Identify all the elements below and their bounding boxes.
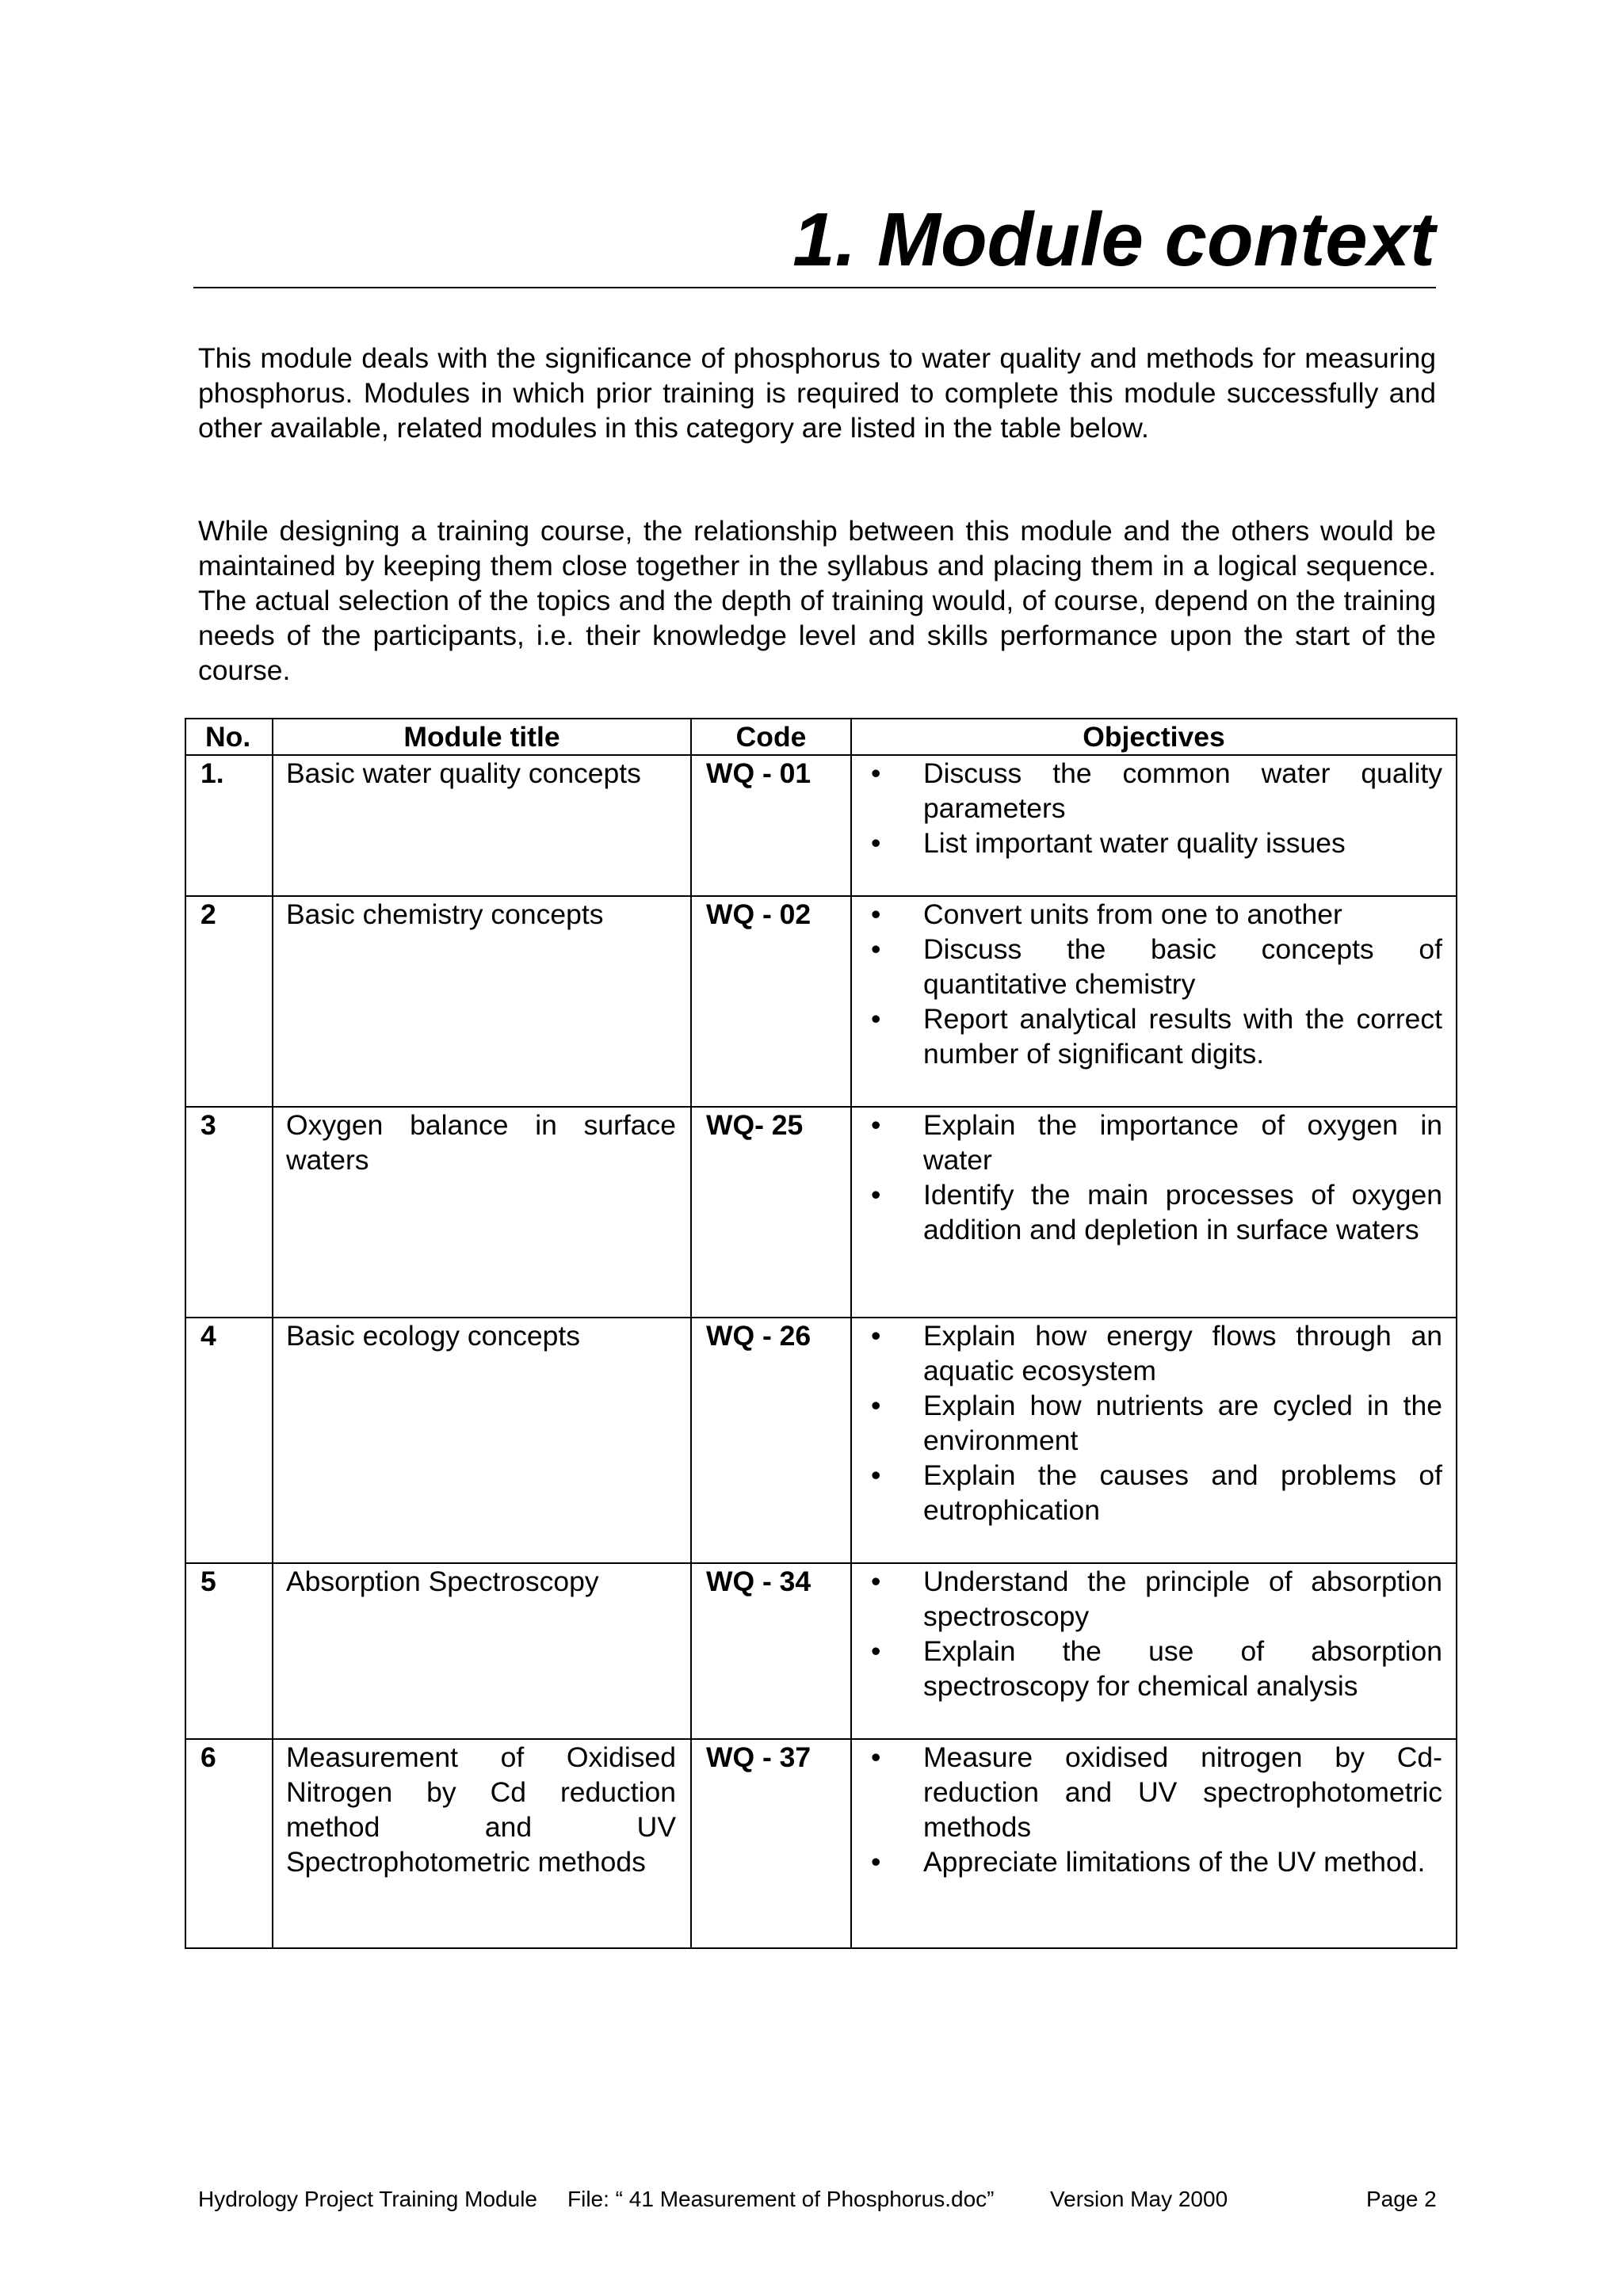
objective-item: • Explain how nutrients are cycled in the environment bbox=[871, 1390, 1442, 1456]
objective-item: • Appreciate limitations of the UV method. bbox=[871, 1846, 1426, 1878]
page-footer bbox=[0, 2183, 1623, 2215]
cell-no: 1. bbox=[185, 755, 273, 896]
footer-version: Version May 2000 bbox=[1050, 2187, 1228, 2211]
header-code: Code bbox=[691, 719, 851, 755]
table-row bbox=[185, 1318, 1457, 1563]
cell-objectives bbox=[851, 1563, 1457, 1739]
objective-item: • Discuss the common water quality parameters bbox=[871, 757, 1442, 824]
cell-module-title: Basic ecology concepts bbox=[273, 1318, 691, 1563]
title-rule bbox=[193, 287, 1436, 288]
bullet-icon: • bbox=[871, 1566, 881, 1597]
bullet-icon: • bbox=[871, 1003, 881, 1035]
cell-code: WQ - 01 bbox=[691, 755, 851, 896]
objective-item: • Explain the use of absorption spectroscopy for chemical analysis bbox=[871, 1635, 1442, 1702]
bullet-icon: • bbox=[871, 898, 881, 930]
cell-objectives bbox=[851, 755, 1457, 896]
cell-objectives bbox=[851, 1107, 1457, 1318]
table-row bbox=[185, 896, 1457, 1107]
objective-item: • Identify the main processes of oxygen addition and depletion in surface waters bbox=[871, 1179, 1442, 1245]
bullet-icon: • bbox=[871, 827, 881, 859]
header-objectives: Objectives bbox=[851, 719, 1457, 755]
footer-project-name: Hydrology Project Training Module bbox=[198, 2187, 537, 2211]
cell-no: 2 bbox=[185, 896, 273, 1107]
modules-table bbox=[185, 718, 1457, 1949]
cell-module-title: Basic water quality concepts bbox=[273, 755, 691, 896]
bullet-icon: • bbox=[871, 933, 881, 965]
bullet-icon: • bbox=[871, 1179, 881, 1211]
cell-objectives bbox=[851, 896, 1457, 1107]
bullet-icon: • bbox=[871, 1741, 881, 1773]
cell-code: WQ - 26 bbox=[691, 1318, 851, 1563]
objective-item: • Report analytical results with the correct number of significant digits. bbox=[871, 1003, 1442, 1070]
cell-code: WQ - 37 bbox=[691, 1739, 851, 1948]
header-no: No. bbox=[185, 719, 273, 755]
objective-item: • Convert units from one to another bbox=[871, 898, 1342, 930]
intro-paragraph: This module deals with the significance of phosphorus to water quality and methods for measuring phosphorus. Modules in which prior training is required to complete this module successfully and other available, related modules in this category are listed in the table below. bbox=[198, 342, 1436, 444]
objective-item: • Explain the causes and problems of eutrophication bbox=[871, 1459, 1442, 1526]
cell-no: 6 bbox=[185, 1739, 273, 1948]
objective-item: • Explain how energy flows through an aquatic ecosystem bbox=[871, 1320, 1442, 1386]
table-header-row bbox=[185, 719, 1457, 755]
cell-objectives bbox=[851, 1739, 1457, 1948]
cell-code: WQ - 34 bbox=[691, 1563, 851, 1739]
cell-module-title: Measurement of Oxidised Nitrogen by Cd reduction method and UV Spectrophotometric methods bbox=[273, 1739, 691, 1948]
cell-no: 3 bbox=[185, 1107, 273, 1318]
table-row bbox=[185, 755, 1457, 896]
objective-item: • Measure oxidised nitrogen by Cd-reduction and UV spectrophotometric methods bbox=[871, 1741, 1442, 1843]
objective-item: • List important water quality issues bbox=[871, 827, 1346, 859]
bullet-icon: • bbox=[871, 1109, 881, 1141]
design-paragraph: While designing a training course, the relationship between this module and the others would be maintained by keeping them close together in the syllabus and placing them in a logical sequence. The actual selection of the topics and the depth of training would, of course, depend on the training needs of the participants, i.e. their knowledge level and skills performance upon the start of the course. bbox=[198, 515, 1436, 686]
cell-module-title: Basic chemistry concepts bbox=[273, 896, 691, 1107]
bullet-icon: • bbox=[871, 1635, 881, 1667]
cell-module-title: Oxygen balance in surface waters bbox=[273, 1107, 691, 1318]
page-title: 1. Module context bbox=[792, 197, 1435, 282]
cell-module-title: Absorption Spectroscopy bbox=[273, 1563, 691, 1739]
objective-item: • Discuss the basic concepts of quantitative chemistry bbox=[871, 933, 1442, 1000]
bullet-icon: • bbox=[871, 1459, 881, 1491]
bullet-icon: • bbox=[871, 757, 881, 789]
footer-page-number: Page 2 bbox=[1366, 2187, 1437, 2211]
cell-no: 4 bbox=[185, 1318, 273, 1563]
objective-item: • Understand the principle of absorption spectroscopy bbox=[871, 1566, 1442, 1632]
objective-item: • Explain the importance of oxygen in water bbox=[871, 1109, 1442, 1176]
table-row bbox=[185, 1739, 1457, 1948]
bullet-icon: • bbox=[871, 1390, 881, 1421]
bullet-icon: • bbox=[871, 1320, 881, 1352]
cell-code: WQ - 02 bbox=[691, 896, 851, 1107]
cell-code: WQ- 25 bbox=[691, 1107, 851, 1318]
cell-objectives bbox=[851, 1318, 1457, 1563]
bullet-icon: • bbox=[871, 1846, 881, 1878]
table-row bbox=[185, 1107, 1457, 1318]
header-module-title: Module title bbox=[273, 719, 691, 755]
cell-no: 5 bbox=[185, 1563, 273, 1739]
footer-file-name: File: “ 41 Measurement of Phosphorus.doc” bbox=[567, 2187, 995, 2211]
table-row bbox=[185, 1563, 1457, 1739]
